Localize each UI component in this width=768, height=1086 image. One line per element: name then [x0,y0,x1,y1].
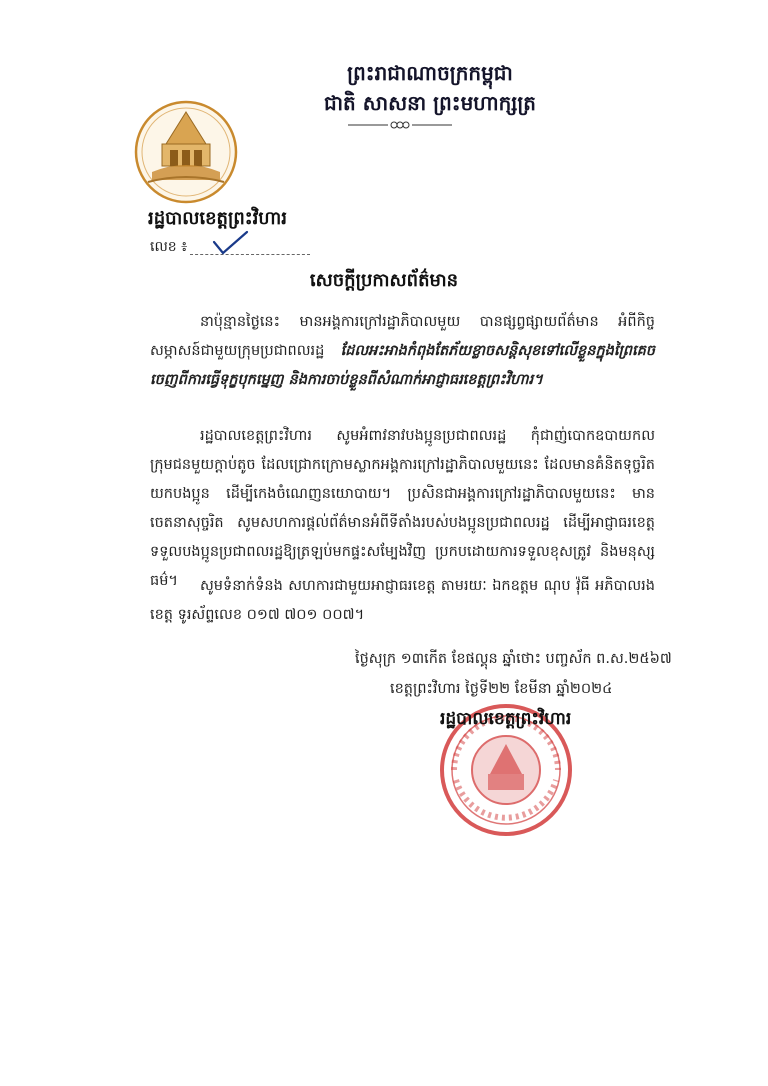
kingdom-motto-line2: ជាតិ សាសនា ព្រះមហាក្សត្រ [324,91,536,115]
body-paragraph-1 [150,308,655,395]
sender-ministry: រដ្ឋបាលខេត្តព្រះវិហារ [148,208,287,229]
body-paragraph-3: សូមទំនាក់ទំនង សហការជាមួយអាជ្ញាធរខេត្ត តាមរយៈ ឯកឧត្តម ណុប វ៉ុធី អភិបាលរងខេត្ត ទូរស័ព្ទលេខ ០១៧ ៧០១ ០០៧។ [150,578,655,623]
lunar-date: ថ្ងៃសុក្រ ១៣កើត ខែផល្គុន ឆ្នាំថោះ បញ្ចស័ក ព.ស.២៥៦៧ [355,651,672,667]
ornament-divider-icon [340,118,460,132]
reference-number-line [190,254,310,255]
kingdom-header [250,58,610,118]
signatory-ministry: រដ្ឋបាលខេត្តព្រះវិហារ [440,709,572,729]
reference-number-label: លេខ ៖ [150,239,188,255]
paragraph-1-emphasis: ដែលអះអាងកំពុងតែភ័យខ្លាចសន្តិសុខទៅលើខ្លួនក្នុងព្រៃគេចចេញពីការធ្វើទុក្ខបុកម្នេញ និងការចាប់ខ្លួនពីសំណាក់អាជ្ញាធរខេត្តព្រះវិហារ។ [150,343,655,388]
provincial-emblem-icon [132,98,240,206]
body-paragraph-2: រដ្ឋបាលខេត្តព្រះវិហារ សូមអំពាវនាវបងប្អូនប្រជាពលរដ្ឋ កុំជាញ់បោកឧបាយកលក្រុមជនមួយក្ដាប់តូច ដែលជ្រោកក្រោមស្លាកអង្គការក្រៅរដ្ឋាភិបាលមួយនេះ ដែលមានគំនិតទុច្ចរិត យកបងប្អូន ដើម្បីកេងចំណេញនយោបាយ។ ប្រសិនជាអង្គការក្រៅរដ្ឋាភិបាលមួយនេះ មានចេតនាសុច្ចរិត សូមសហការផ្ដល់ព័ត៌មានអំពីទីតាំងរបស់បងប្អូនប្រជាពលរដ្ឋ ដើម្បីអាជ្ញាធរខេត្តទទួលបងប្អូនប្រជាពលរដ្ឋឱ្យត្រឡប់មកផ្ទះសម្បែងវិញ ប្រកបដោយការទទួលខុសត្រូវ និងមនុស្សធម៌។ [150,428,655,589]
paragraph-1-text: នាប៉ុន្មានថ្ងៃនេះ មានអង្គការក្រៅរដ្ឋាភិបាលមួយ បានផ្សព្វផ្សាយព័ត៌មាន អំពីកិច្ចសម្ភាសន៍ជាមួយក្រុមប្រជាពលរដ្ឋ [150,314,655,359]
checkmark-icon [210,230,250,256]
reference-number-row [150,236,270,258]
kingdom-motto-line1: ព្រះរាជាណាចក្រកម្ពុជា [347,61,513,85]
solar-date: ខេត្តព្រះវិហារ ថ្ងៃទី២២ ខែមីនា ឆ្នាំ២០២៤ [390,681,613,697]
document-title: សេចក្ដីប្រកាសព័ត៌មាន [309,270,459,291]
